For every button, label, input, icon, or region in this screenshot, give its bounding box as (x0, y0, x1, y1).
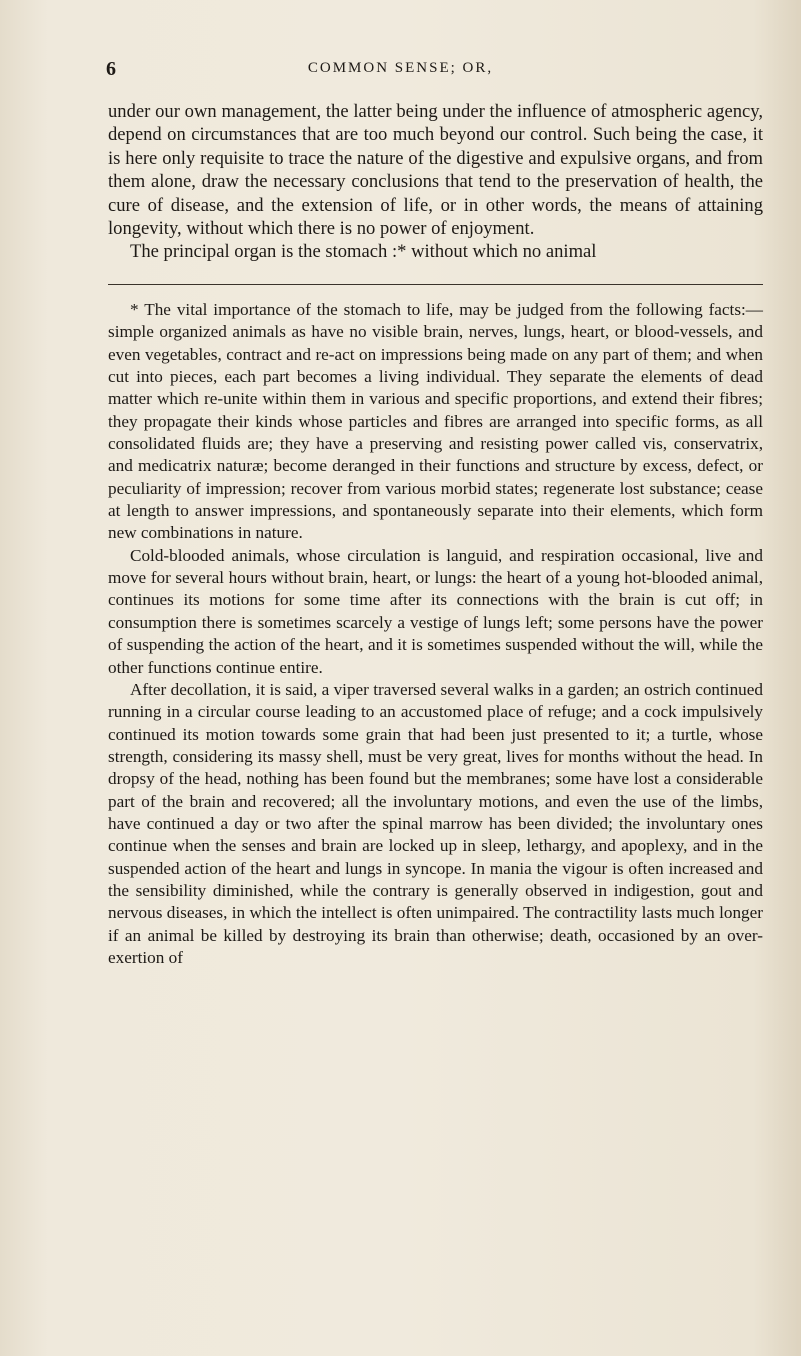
page-number: 6 (106, 58, 116, 80)
running-head: COMMON SENSE; OR, (307, 60, 494, 76)
footnote-paragraph: * The vital importance of the stomach to life, may be judged from the following facts:—simple organized animals as have no visible brain, nerves, lungs, heart, or blood-vessels, and even vegetables, contract and re-act on impressions being made on any part of them; and when cut into pieces, each part becomes a living individual. They separate the elements of dead matter which re-unite within them in various and specific proportions, and extend their fibres; they propagate their kinds whose particles and fibres are arranged into specific forms, as all consolidated fluids are; they have a preserving and resisting power called vis, conservatrix, and medicatrix naturæ; become deranged in their functions and structure by excess, defect, or peculiarity of impression; recover from various morbid states; regenerate lost substance; cease at length to answer impressions, and spontaneously separate into their elements, which form new combinations in nature. (108, 300, 763, 543)
body-paragraph: The principal organ is the stomach :* without which no animal (130, 241, 597, 263)
footnote-divider (108, 284, 763, 285)
footnote (108, 299, 763, 969)
main-text (108, 100, 763, 264)
body-paragraph: under our own management, the latter being under the influence of atmospheric agency, depend on circumstances that are too much beyond our control. Such being the case, it is here only requisite to trace the nature of the digestive and expulsive organs, and from them alone, draw the necessary conclusions that tend to the preservation of health, the cure of disease, and the extension of life, or in other words, the means of attaining longevity, without which there is no power of enjoyment. (108, 101, 763, 240)
footnote-paragraph: After decollation, it is said, a viper traversed several walks in a garden; an ostrich continued running in a circular course leading to an accustomed place of refuge; and a cock impulsively continued its motion towards some grain that had been just presented to it; a turtle, whose strength, considering its massy shell, must be very great, lives for months without the head. In dropsy of the head, nothing has been found but the membranes; some have lost a considerable part of the brain and recovered; all the involuntary motions, and even the use of the limbs, have continued a day or two after the spinal marrow has been divided; the involuntary ones continue when the senses and brain are locked up in sleep, lethargy, and apoplexy, and in the suspended action of the heart and lungs in syncope. In mania the vigour is often increased and the sensibility diminished, while the contrary is generally observed in indigestion, gout and nervous diseases, in which the intellect is often unimpaired. The contractility lasts much longer if an animal be killed by destroying its brain than otherwise; death, occasioned by an over-exertion of (108, 679, 763, 967)
footnote-paragraph: Cold-blooded animals, whose circulation is languid, and respiration occasional, live and move for several hours without brain, heart, or lungs: the heart of a young hot-blooded animal, continues its motions for some time after its connections with the brain is cut off; in consumption there is sometimes scarcely a vestige of lungs left; some persons have the power of suspending the action of the heart, and it is sometimes suspended without the will, while the other functions continue entire. (108, 545, 763, 677)
page-header (0, 58, 801, 84)
